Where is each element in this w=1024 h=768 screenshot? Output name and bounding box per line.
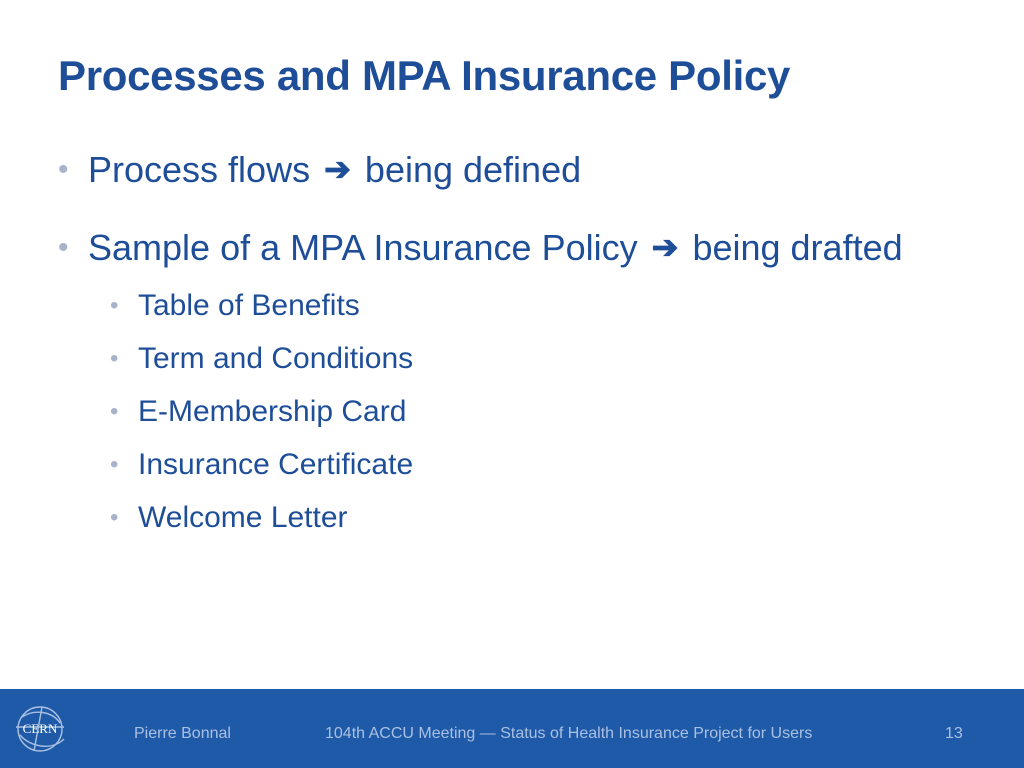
bullet-dot-icon: • — [110, 504, 119, 531]
bullet-item — [58, 148, 1008, 226]
bullet-dot-icon: • — [110, 398, 119, 425]
bullet-dot-icon: • — [58, 153, 69, 186]
sub-bullet-text: Table of Benefits — [138, 289, 360, 322]
sub-bullet-text: E-Membership Card — [138, 395, 407, 428]
arrow-right-icon: ➔ — [324, 151, 351, 187]
footer-meeting-title: 104th ACCU Meeting — Status of Health Insurance Project for Users — [325, 725, 813, 742]
bullet-dot-icon: • — [110, 292, 119, 319]
sub-bullet-text: Term and Conditions — [138, 342, 414, 375]
page-number: 13 — [945, 725, 963, 742]
bullet-text-after: being drafted — [692, 227, 903, 268]
sub-bullet-text: Welcome Letter — [138, 501, 348, 534]
bullet-dot-icon: • — [110, 451, 119, 478]
bullet-text-before: Process flows — [88, 149, 311, 190]
arrow-right-icon: ➔ — [651, 229, 679, 265]
sub-bullet-text: Insurance Certificate — [138, 448, 414, 481]
bullet-text — [88, 226, 903, 271]
bullet-text-before: Sample of a MPA Insurance Policy — [88, 227, 638, 268]
bullet-dot-icon: • — [58, 231, 69, 264]
bullet-text — [88, 148, 581, 193]
cern-logo-icon — [12, 701, 68, 757]
slide-footer — [0, 689, 1024, 768]
cern-logo-text: CERN — [22, 721, 58, 736]
bullet-list — [58, 148, 1008, 534]
footer-author: Pierre Bonnal — [134, 725, 231, 742]
bullet-text-after: being defined — [364, 149, 582, 190]
bullet-dot-icon: • — [110, 345, 119, 372]
slide-title: Processes and MPA Insurance Policy — [58, 52, 791, 99]
